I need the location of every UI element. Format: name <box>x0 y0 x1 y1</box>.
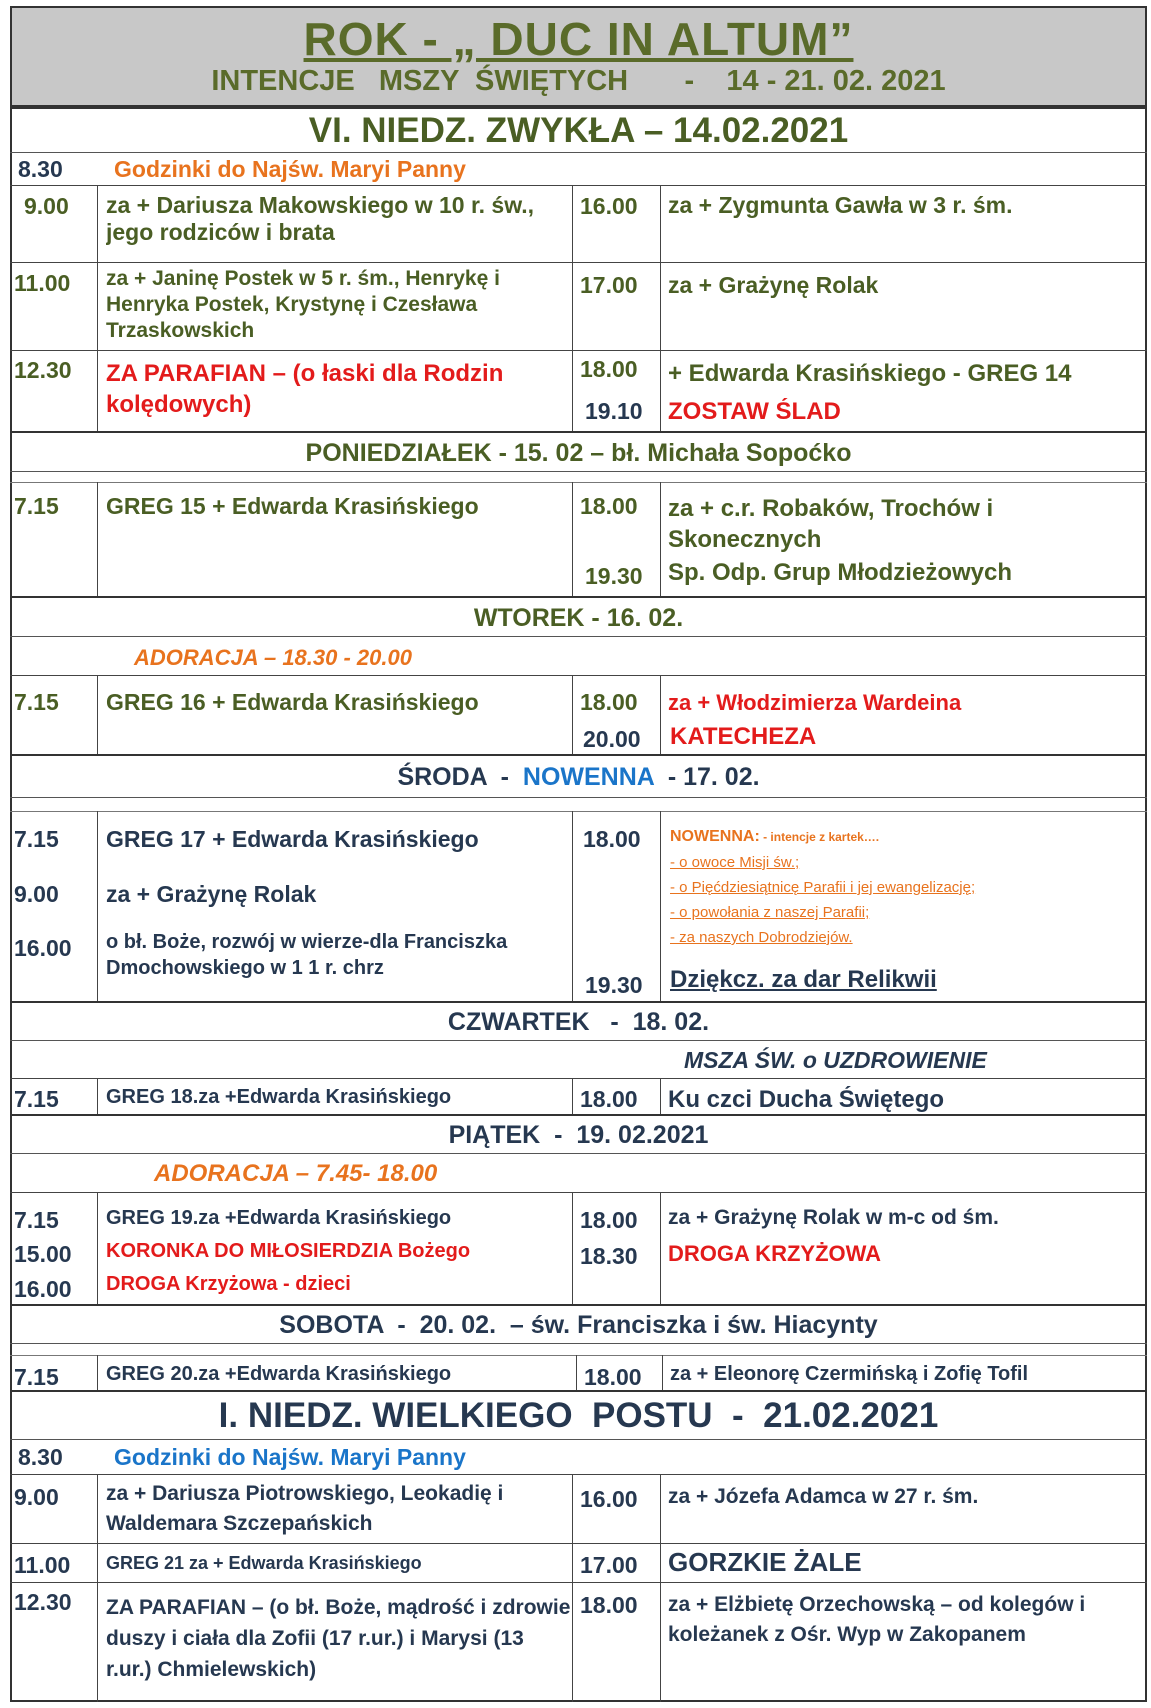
column-divider <box>97 811 98 1001</box>
column-divider <box>97 1474 98 1702</box>
time-label: 18.00 <box>580 1207 638 1233</box>
novena-subtitle: - intencje z kartek…. <box>759 830 880 844</box>
novena-item: - o owoce Misji św.; <box>670 854 800 871</box>
divider <box>10 1543 1147 1544</box>
column-divider <box>97 185 98 431</box>
column-divider <box>572 482 573 596</box>
time-label: 7.15 <box>14 826 59 852</box>
intention-text: Ku czci Ducha Świętego <box>668 1086 945 1113</box>
column-divider <box>660 185 661 431</box>
time-label: 18.00 <box>580 1592 638 1618</box>
document-subtitle: INTENCJE MSZY ŚWIĘTYCH - 14 - 21. 02. 2021 <box>211 65 946 97</box>
time-label: 17.00 <box>580 272 638 298</box>
column-divider <box>576 1355 577 1390</box>
intention-text: za + Włodzimierza Wardeina <box>668 690 962 715</box>
intention-text: GREG 18.za +Edwarda Krasińskiego <box>106 1086 452 1108</box>
divider <box>10 482 1147 483</box>
column-divider <box>572 1192 573 1304</box>
day-heading-wednesday <box>10 754 1147 798</box>
intention-text: GORZKIE ŻALE <box>668 1549 862 1576</box>
intention-text: za + Eleonorę Czermińską i Zofię Tofil <box>670 1363 1029 1385</box>
time-label: 18.00 <box>583 826 641 852</box>
intention-text: za + Elżbietę Orzechowską – od kolegów i koleżanek z Ośr. Wyp w Zakopanem <box>668 1593 1086 1646</box>
time-label: 15.00 <box>14 1241 72 1267</box>
adoration-text: ADORACJA – 7.45- 18.00 <box>154 1160 438 1187</box>
document-title: ROK - „ DUC IN ALTUM” <box>303 13 854 65</box>
novena-item: - o Pięćdziesiątnicę Parafii i jej ewangelizację; <box>670 879 976 896</box>
heading-part: NOWENNA <box>522 763 654 791</box>
time-label: 18.00 <box>580 1086 638 1112</box>
column-divider <box>97 1078 98 1114</box>
intention-text: za + Grażynę Rolak <box>106 881 317 907</box>
time-label: 16.00 <box>14 1276 72 1302</box>
intention-text: GREG 17 + Edwarda Krasińskiego <box>106 826 479 852</box>
column-divider <box>662 1355 663 1390</box>
novena-title: NOWENNA: <box>670 828 760 845</box>
intention-text: DROGA Krzyżowa - dzieci <box>106 1273 351 1295</box>
time-label: 20.00 <box>583 726 641 752</box>
divider <box>10 675 1147 676</box>
divider <box>10 1582 1147 1583</box>
intention-text: o bł. Boże, rozwój w wierze-dla Franciszka Dmochowskiego w 1 1 r. chrz <box>106 931 508 979</box>
time-label: 9.00 <box>14 881 59 907</box>
intention-text: ZA PARAFIAN – (o bł. Boże, mądrość i zdrowie duszy i ciała dla Zofii (17 r.ur.) i Marysi (13 r.ur.) Chmielewskich) <box>106 1596 571 1681</box>
special-mass-text: MSZA ŚW. o UZDROWIENIE <box>684 1047 987 1073</box>
column-divider <box>660 811 661 1001</box>
intention-text: GREG 21 za + Edwarda Krasińskiego <box>106 1553 422 1573</box>
intention-text: KORONKA DO MIŁOSIERDZIA Bożego <box>106 1240 471 1262</box>
time-label: 8.30 <box>18 156 63 182</box>
divider <box>10 811 1147 812</box>
time-label: 19.10 <box>585 398 643 424</box>
time-label: 19.30 <box>585 563 643 589</box>
divider <box>10 1355 1147 1356</box>
day-heading-sunday-14: VI. NIEDZ. ZWYKŁA – 14.02.2021 <box>10 107 1147 153</box>
time-label: 18.00 <box>580 356 638 382</box>
intention-text: Godzinki do Najśw. Maryi Panny <box>114 156 466 182</box>
column-divider <box>572 811 573 1001</box>
column-divider <box>572 675 573 754</box>
day-heading-monday: PONIEDZIAŁEK - 15. 02 – bł. Michała Sopoćko <box>10 431 1147 472</box>
intention-text: za + Grażynę Rolak <box>668 272 879 298</box>
column-divider <box>660 675 661 754</box>
time-label: 7.15 <box>14 1207 59 1233</box>
time-label: 7.15 <box>14 493 59 519</box>
column-divider <box>97 1192 98 1304</box>
document-header <box>10 6 1147 107</box>
column-divider <box>660 1078 661 1114</box>
intention-text: GREG 16 + Edwarda Krasińskiego <box>106 689 479 715</box>
column-divider <box>572 1078 573 1114</box>
divider <box>10 1078 1147 1079</box>
column-divider <box>660 1192 661 1304</box>
adoration-text: ADORACJA – 18.30 - 20.00 <box>134 645 412 670</box>
thursday-special-mass <box>10 1041 1147 1078</box>
time-label: 16.00 <box>580 1486 638 1512</box>
intention-text: KATECHEZA <box>670 723 817 750</box>
time-label: 18.00 <box>584 1364 642 1390</box>
column-divider <box>660 1474 661 1702</box>
column-divider <box>572 185 573 431</box>
intention-text: ZOSTAW ŚLAD <box>668 398 841 425</box>
intention-text: ZA PARAFIAN – (o łaski dla Rodzin kolędowych) <box>106 360 504 418</box>
day-heading-sunday-21: I. NIEDZ. WIELKIEGO POSTU - 21.02.2021 <box>10 1390 1147 1440</box>
time-label: 12.30 <box>14 1589 72 1615</box>
sunday-14-godzinki <box>10 153 1147 185</box>
divider <box>10 262 1147 263</box>
novena-item: - za naszych Dobrodziejów. <box>670 929 853 946</box>
intention-text: za + Dariusza Makowskiego w 10 r. św., jego rodziców i brata <box>106 192 535 245</box>
time-label: 9.00 <box>24 193 69 219</box>
time-label: 11.00 <box>14 1552 71 1578</box>
time-label: 17.00 <box>580 1552 638 1578</box>
heading-part: ŚRODA - <box>397 763 523 791</box>
intention-text: Godzinki do Najśw. Maryi Panny <box>114 1444 466 1470</box>
intention-text: za + Józefa Adamca w 27 r. śm. <box>668 1485 979 1508</box>
column-divider <box>97 482 98 596</box>
intention-text: Dziękcz. za dar Relikwii <box>670 966 937 993</box>
day-heading-tuesday: WTOREK - 16. 02. <box>10 596 1147 637</box>
intention-text: GREG 20.za +Edwarda Krasińskiego <box>106 1363 452 1385</box>
intention-text: za + c.r. Robaków, Trochów i Skonecznych <box>668 495 994 553</box>
column-divider <box>97 1355 98 1390</box>
time-label: 18.00 <box>580 493 638 519</box>
time-label: 8.30 <box>18 1444 63 1470</box>
intention-text: GREG 19.za +Edwarda Krasińskiego <box>106 1207 452 1229</box>
divider <box>10 1474 1147 1475</box>
intention-text: Sp. Odp. Grup Młodzieżowych <box>668 559 1013 586</box>
time-label: 7.15 <box>14 1364 59 1390</box>
divider <box>10 1192 1147 1193</box>
divider <box>10 350 1147 351</box>
time-label: 11.00 <box>14 270 71 296</box>
heading-part: - 17. 02. <box>653 763 760 791</box>
friday-adoration <box>10 1154 1147 1192</box>
time-label: 7.15 <box>14 689 59 715</box>
time-label: 16.00 <box>580 193 638 219</box>
divider <box>10 185 1147 186</box>
intention-text: DROGA KRZYŻOWA <box>668 1241 882 1266</box>
time-label: 9.00 <box>14 1484 59 1510</box>
novena-intentions <box>670 824 1145 950</box>
day-heading-saturday: SOBOTA - 20. 02. – św. Franciszka i św. Hiacynty <box>10 1304 1147 1344</box>
day-heading-friday: PIĄTEK - 19. 02.2021 <box>10 1114 1147 1154</box>
intention-text: + Edwarda Krasińskiego - GREG 14 <box>668 360 1072 387</box>
intention-text: GREG 15 + Edwarda Krasińskiego <box>106 493 479 519</box>
column-divider <box>572 1474 573 1702</box>
time-label: 19.30 <box>585 972 643 998</box>
time-label: 18.00 <box>580 689 638 715</box>
tuesday-adoration <box>10 637 1147 675</box>
intention-text: za + Dariusza Piotrowskiego, Leokadię i Waldemara Szczepańskich <box>106 1482 504 1535</box>
time-label: 7.15 <box>14 1086 59 1112</box>
column-divider <box>660 482 661 596</box>
time-label: 12.30 <box>14 357 72 383</box>
time-label: 18.30 <box>580 1243 638 1269</box>
time-label: 16.00 <box>14 935 72 961</box>
sunday-21-godzinki <box>10 1440 1147 1474</box>
intention-text: za + Zygmunta Gawła w 3 r. śm. <box>668 192 1013 218</box>
novena-item: - o powołania z naszej Parafii; <box>670 904 870 921</box>
intention-text: za + Janinę Postek w 5 r. śm., Henrykę i Henryka Postek, Krystynę i Czesława Trzaskowskich <box>106 267 500 342</box>
column-divider <box>97 675 98 754</box>
day-heading-thursday: CZWARTEK - 18. 02. <box>10 1001 1147 1041</box>
intention-text: za + Grażynę Rolak w m-c od śm. <box>668 1206 999 1229</box>
